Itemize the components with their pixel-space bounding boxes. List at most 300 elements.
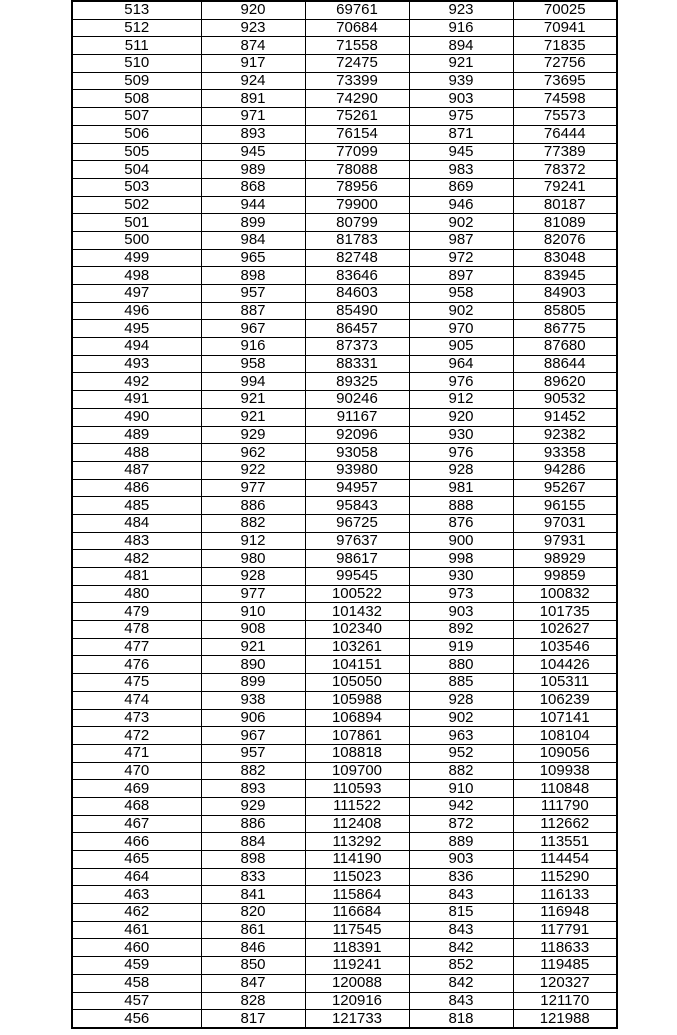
cell-count-b: 928 — [409, 691, 513, 709]
cell-cumulative-a: 93058 — [305, 444, 409, 462]
table-row — [72, 1, 617, 19]
cell-count-a: 920 — [201, 1, 305, 19]
cell-count-b: 902 — [409, 302, 513, 320]
cell-cumulative-a: 70684 — [305, 19, 409, 37]
cell-cumulative-a: 109700 — [305, 762, 409, 780]
table-row — [72, 249, 617, 267]
cell-cumulative-a: 107861 — [305, 727, 409, 745]
cell-count-a: 850 — [201, 957, 305, 975]
cell-count-b: 871 — [409, 125, 513, 143]
cell-cumulative-a: 89325 — [305, 373, 409, 391]
cell-score: 510 — [72, 55, 201, 73]
table-row — [72, 426, 617, 444]
cell-cumulative-a: 115023 — [305, 868, 409, 886]
cell-count-a: 912 — [201, 532, 305, 550]
cell-count-b: 975 — [409, 108, 513, 126]
cell-count-a: 916 — [201, 338, 305, 356]
cell-count-b: 919 — [409, 638, 513, 656]
cell-cumulative-b: 97931 — [513, 532, 617, 550]
cell-cumulative-a: 116684 — [305, 904, 409, 922]
cell-count-b: 888 — [409, 497, 513, 515]
cell-count-a: 921 — [201, 638, 305, 656]
cell-count-b: 945 — [409, 143, 513, 161]
table-row — [72, 37, 617, 55]
cell-count-a: 861 — [201, 921, 305, 939]
table-row — [72, 851, 617, 869]
cell-count-a: 817 — [201, 1010, 305, 1028]
cell-count-a: 886 — [201, 815, 305, 833]
cell-count-a: 899 — [201, 214, 305, 232]
cell-count-b: 905 — [409, 338, 513, 356]
cell-count-b: 902 — [409, 709, 513, 727]
cell-score: 498 — [72, 267, 201, 285]
cell-cumulative-b: 118633 — [513, 939, 617, 957]
cell-count-b: 946 — [409, 196, 513, 214]
cell-count-b: 930 — [409, 426, 513, 444]
table-row — [72, 868, 617, 886]
cell-count-a: 847 — [201, 974, 305, 992]
cell-count-a: 967 — [201, 320, 305, 338]
cell-count-a: 874 — [201, 37, 305, 55]
cell-count-a: 989 — [201, 161, 305, 179]
cell-count-a: 923 — [201, 19, 305, 37]
table-row — [72, 691, 617, 709]
cell-cumulative-b: 96155 — [513, 497, 617, 515]
cell-count-b: 910 — [409, 780, 513, 798]
cell-count-a: 921 — [201, 408, 305, 426]
cell-score: 480 — [72, 585, 201, 603]
cell-count-a: 899 — [201, 674, 305, 692]
cell-cumulative-b: 119485 — [513, 957, 617, 975]
cell-score: 500 — [72, 231, 201, 249]
cell-score: 501 — [72, 214, 201, 232]
cell-score: 468 — [72, 797, 201, 815]
cell-score: 485 — [72, 497, 201, 515]
score-table — [71, 0, 618, 1029]
cell-count-b: 963 — [409, 727, 513, 745]
cell-count-a: 828 — [201, 992, 305, 1010]
cell-count-b: 912 — [409, 391, 513, 409]
cell-count-a: 906 — [201, 709, 305, 727]
cell-count-a: 977 — [201, 585, 305, 603]
table-row — [72, 161, 617, 179]
cell-cumulative-a: 101432 — [305, 603, 409, 621]
cell-cumulative-a: 98617 — [305, 550, 409, 568]
cell-count-b: 903 — [409, 851, 513, 869]
table-row — [72, 833, 617, 851]
table-row — [72, 727, 617, 745]
cell-count-a: 984 — [201, 231, 305, 249]
cell-score: 504 — [72, 161, 201, 179]
cell-cumulative-b: 88644 — [513, 355, 617, 373]
cell-cumulative-b: 121988 — [513, 1010, 617, 1028]
table-row — [72, 939, 617, 957]
cell-cumulative-b: 72756 — [513, 55, 617, 73]
cell-count-b: 842 — [409, 939, 513, 957]
cell-cumulative-b: 74598 — [513, 90, 617, 108]
cell-count-a: 929 — [201, 797, 305, 815]
table-row — [72, 532, 617, 550]
cell-count-b: 876 — [409, 514, 513, 532]
cell-cumulative-b: 79241 — [513, 178, 617, 196]
cell-score: 490 — [72, 408, 201, 426]
cell-count-b: 900 — [409, 532, 513, 550]
cell-cumulative-a: 92096 — [305, 426, 409, 444]
table-row — [72, 886, 617, 904]
cell-cumulative-b: 107141 — [513, 709, 617, 727]
cell-count-a: 924 — [201, 72, 305, 90]
cell-count-a: 910 — [201, 603, 305, 621]
cell-cumulative-a: 88331 — [305, 355, 409, 373]
cell-score: 488 — [72, 444, 201, 462]
table-row — [72, 90, 617, 108]
cell-score: 476 — [72, 656, 201, 674]
cell-cumulative-b: 106239 — [513, 691, 617, 709]
cell-count-a: 921 — [201, 391, 305, 409]
cell-count-a: 944 — [201, 196, 305, 214]
cell-cumulative-b: 97031 — [513, 514, 617, 532]
cell-count-a: 945 — [201, 143, 305, 161]
cell-count-a: 967 — [201, 727, 305, 745]
cell-cumulative-b: 73695 — [513, 72, 617, 90]
table-row — [72, 585, 617, 603]
cell-cumulative-a: 120916 — [305, 992, 409, 1010]
cell-cumulative-b: 80187 — [513, 196, 617, 214]
cell-score: 466 — [72, 833, 201, 851]
cell-count-b: 916 — [409, 19, 513, 37]
cell-count-a: 841 — [201, 886, 305, 904]
cell-score: 465 — [72, 851, 201, 869]
cell-count-a: 898 — [201, 851, 305, 869]
cell-cumulative-b: 103546 — [513, 638, 617, 656]
cell-count-b: 976 — [409, 373, 513, 391]
cell-count-b: 869 — [409, 178, 513, 196]
cell-cumulative-b: 81089 — [513, 214, 617, 232]
cell-score: 489 — [72, 426, 201, 444]
cell-cumulative-a: 111522 — [305, 797, 409, 815]
cell-cumulative-b: 89620 — [513, 373, 617, 391]
cell-count-a: 890 — [201, 656, 305, 674]
cell-cumulative-a: 86457 — [305, 320, 409, 338]
cell-cumulative-b: 101735 — [513, 603, 617, 621]
cell-cumulative-b: 71835 — [513, 37, 617, 55]
table-row — [72, 373, 617, 391]
cell-cumulative-b: 121170 — [513, 992, 617, 1010]
cell-cumulative-a: 91167 — [305, 408, 409, 426]
cell-cumulative-a: 75261 — [305, 108, 409, 126]
cell-score: 503 — [72, 178, 201, 196]
cell-cumulative-b: 117791 — [513, 921, 617, 939]
cell-score: 508 — [72, 90, 201, 108]
cell-count-b: 921 — [409, 55, 513, 73]
cell-cumulative-b: 113551 — [513, 833, 617, 851]
table-row — [72, 904, 617, 922]
cell-score: 497 — [72, 285, 201, 303]
cell-cumulative-b: 114454 — [513, 851, 617, 869]
cell-score: 475 — [72, 674, 201, 692]
table-row — [72, 408, 617, 426]
cell-count-b: 928 — [409, 461, 513, 479]
table-row — [72, 638, 617, 656]
cell-count-b: 903 — [409, 90, 513, 108]
cell-cumulative-a: 90246 — [305, 391, 409, 409]
cell-score: 484 — [72, 514, 201, 532]
cell-score: 456 — [72, 1010, 201, 1028]
score-table-body — [72, 1, 617, 1028]
table-row — [72, 108, 617, 126]
cell-cumulative-b: 76444 — [513, 125, 617, 143]
cell-cumulative-a: 105050 — [305, 674, 409, 692]
cell-cumulative-b: 70941 — [513, 19, 617, 37]
cell-count-a: 917 — [201, 55, 305, 73]
cell-cumulative-a: 114190 — [305, 851, 409, 869]
cell-cumulative-b: 115290 — [513, 868, 617, 886]
table-row — [72, 603, 617, 621]
cell-count-b: 882 — [409, 762, 513, 780]
table-row — [72, 479, 617, 497]
cell-score: 479 — [72, 603, 201, 621]
table-row — [72, 780, 617, 798]
cell-count-b: 998 — [409, 550, 513, 568]
table-row — [72, 550, 617, 568]
cell-cumulative-b: 109938 — [513, 762, 617, 780]
table-row — [72, 196, 617, 214]
cell-cumulative-b: 104426 — [513, 656, 617, 674]
cell-score: 474 — [72, 691, 201, 709]
cell-cumulative-a: 80799 — [305, 214, 409, 232]
cell-cumulative-b: 93358 — [513, 444, 617, 462]
cell-count-b: 902 — [409, 214, 513, 232]
cell-count-a: 971 — [201, 108, 305, 126]
table-row — [72, 762, 617, 780]
cell-cumulative-a: 118391 — [305, 939, 409, 957]
cell-score: 492 — [72, 373, 201, 391]
table-row — [72, 497, 617, 515]
cell-count-b: 987 — [409, 231, 513, 249]
cell-cumulative-b: 75573 — [513, 108, 617, 126]
cell-count-b: 843 — [409, 886, 513, 904]
cell-score: 507 — [72, 108, 201, 126]
cell-count-a: 893 — [201, 125, 305, 143]
cell-count-a: 977 — [201, 479, 305, 497]
cell-count-b: 952 — [409, 744, 513, 762]
cell-count-b: 815 — [409, 904, 513, 922]
cell-cumulative-b: 87680 — [513, 338, 617, 356]
cell-score: 477 — [72, 638, 201, 656]
table-row — [72, 178, 617, 196]
cell-count-a: 891 — [201, 90, 305, 108]
cell-count-b: 920 — [409, 408, 513, 426]
cell-count-a: 922 — [201, 461, 305, 479]
cell-cumulative-a: 103261 — [305, 638, 409, 656]
cell-cumulative-a: 71558 — [305, 37, 409, 55]
cell-score: 502 — [72, 196, 201, 214]
table-row — [72, 957, 617, 975]
cell-score: 457 — [72, 992, 201, 1010]
table-row — [72, 285, 617, 303]
cell-score: 509 — [72, 72, 201, 90]
cell-cumulative-a: 73399 — [305, 72, 409, 90]
cell-cumulative-a: 96725 — [305, 514, 409, 532]
table-row — [72, 709, 617, 727]
cell-count-b: 892 — [409, 621, 513, 639]
table-row — [72, 267, 617, 285]
cell-count-b: 973 — [409, 585, 513, 603]
cell-cumulative-b: 95267 — [513, 479, 617, 497]
cell-cumulative-b: 70025 — [513, 1, 617, 19]
cell-score: 460 — [72, 939, 201, 957]
cell-score: 471 — [72, 744, 201, 762]
cell-score: 478 — [72, 621, 201, 639]
table-row — [72, 125, 617, 143]
cell-score: 487 — [72, 461, 201, 479]
cell-count-a: 908 — [201, 621, 305, 639]
table-row — [72, 19, 617, 37]
cell-count-b: 880 — [409, 656, 513, 674]
table-row — [72, 656, 617, 674]
cell-cumulative-a: 69761 — [305, 1, 409, 19]
cell-count-a: 846 — [201, 939, 305, 957]
cell-cumulative-a: 121733 — [305, 1010, 409, 1028]
cell-count-a: 898 — [201, 267, 305, 285]
cell-cumulative-b: 102627 — [513, 621, 617, 639]
cell-score: 472 — [72, 727, 201, 745]
cell-cumulative-a: 108818 — [305, 744, 409, 762]
cell-score: 481 — [72, 568, 201, 586]
cell-cumulative-b: 91452 — [513, 408, 617, 426]
cell-count-b: 983 — [409, 161, 513, 179]
cell-cumulative-a: 99545 — [305, 568, 409, 586]
cell-count-b: 970 — [409, 320, 513, 338]
cell-count-b: 897 — [409, 267, 513, 285]
cell-count-b: 939 — [409, 72, 513, 90]
cell-count-a: 957 — [201, 744, 305, 762]
table-row — [72, 921, 617, 939]
cell-cumulative-a: 78956 — [305, 178, 409, 196]
cell-count-b: 981 — [409, 479, 513, 497]
cell-count-a: 965 — [201, 249, 305, 267]
cell-cumulative-b: 112662 — [513, 815, 617, 833]
cell-count-a: 994 — [201, 373, 305, 391]
cell-count-b: 942 — [409, 797, 513, 815]
cell-count-a: 962 — [201, 444, 305, 462]
cell-cumulative-b: 110848 — [513, 780, 617, 798]
table-row — [72, 514, 617, 532]
cell-count-a: 820 — [201, 904, 305, 922]
cell-cumulative-a: 77099 — [305, 143, 409, 161]
table-row — [72, 744, 617, 762]
cell-count-a: 958 — [201, 355, 305, 373]
cell-cumulative-a: 84603 — [305, 285, 409, 303]
cell-cumulative-a: 119241 — [305, 957, 409, 975]
table-row — [72, 355, 617, 373]
table-row — [72, 143, 617, 161]
cell-score: 458 — [72, 974, 201, 992]
cell-count-a: 833 — [201, 868, 305, 886]
cell-cumulative-a: 113292 — [305, 833, 409, 851]
cell-count-a: 928 — [201, 568, 305, 586]
cell-count-b: 894 — [409, 37, 513, 55]
cell-score: 493 — [72, 355, 201, 373]
table-row — [72, 444, 617, 462]
cell-count-a: 868 — [201, 178, 305, 196]
cell-count-b: 818 — [409, 1010, 513, 1028]
cell-score: 469 — [72, 780, 201, 798]
cell-score: 462 — [72, 904, 201, 922]
table-row — [72, 621, 617, 639]
cell-count-b: 852 — [409, 957, 513, 975]
cell-cumulative-b: 111790 — [513, 797, 617, 815]
cell-count-b: 843 — [409, 921, 513, 939]
cell-score: 482 — [72, 550, 201, 568]
cell-cumulative-b: 78372 — [513, 161, 617, 179]
table-row — [72, 797, 617, 815]
cell-cumulative-b: 83048 — [513, 249, 617, 267]
cell-score: 459 — [72, 957, 201, 975]
cell-count-a: 882 — [201, 762, 305, 780]
cell-cumulative-a: 104151 — [305, 656, 409, 674]
table-row — [72, 231, 617, 249]
cell-cumulative-b: 90532 — [513, 391, 617, 409]
cell-cumulative-a: 105988 — [305, 691, 409, 709]
cell-count-b: 958 — [409, 285, 513, 303]
cell-cumulative-a: 82748 — [305, 249, 409, 267]
cell-cumulative-a: 85490 — [305, 302, 409, 320]
cell-score: 473 — [72, 709, 201, 727]
cell-score: 506 — [72, 125, 201, 143]
cell-cumulative-a: 112408 — [305, 815, 409, 833]
cell-cumulative-a: 79900 — [305, 196, 409, 214]
cell-count-b: 836 — [409, 868, 513, 886]
cell-score: 464 — [72, 868, 201, 886]
cell-cumulative-b: 100832 — [513, 585, 617, 603]
cell-cumulative-a: 81783 — [305, 231, 409, 249]
table-row — [72, 391, 617, 409]
cell-count-a: 882 — [201, 514, 305, 532]
cell-count-b: 976 — [409, 444, 513, 462]
cell-score: 470 — [72, 762, 201, 780]
cell-count-a: 980 — [201, 550, 305, 568]
cell-cumulative-a: 74290 — [305, 90, 409, 108]
cell-cumulative-b: 105311 — [513, 674, 617, 692]
cell-score: 512 — [72, 19, 201, 37]
cell-score: 491 — [72, 391, 201, 409]
table-row — [72, 674, 617, 692]
cell-cumulative-a: 93980 — [305, 461, 409, 479]
cell-cumulative-a: 117545 — [305, 921, 409, 939]
table-row — [72, 992, 617, 1010]
cell-cumulative-a: 100522 — [305, 585, 409, 603]
cell-count-a: 938 — [201, 691, 305, 709]
cell-count-a: 886 — [201, 497, 305, 515]
cell-count-a: 893 — [201, 780, 305, 798]
cell-cumulative-b: 83945 — [513, 267, 617, 285]
cell-cumulative-a: 95843 — [305, 497, 409, 515]
cell-count-a: 929 — [201, 426, 305, 444]
cell-cumulative-a: 83646 — [305, 267, 409, 285]
cell-cumulative-b: 85805 — [513, 302, 617, 320]
table-row — [72, 302, 617, 320]
cell-count-a: 884 — [201, 833, 305, 851]
cell-cumulative-a: 120088 — [305, 974, 409, 992]
cell-cumulative-b: 116133 — [513, 886, 617, 904]
cell-cumulative-b: 77389 — [513, 143, 617, 161]
cell-score: 461 — [72, 921, 201, 939]
cell-cumulative-b: 109056 — [513, 744, 617, 762]
cell-count-b: 930 — [409, 568, 513, 586]
cell-cumulative-b: 92382 — [513, 426, 617, 444]
table-row — [72, 338, 617, 356]
